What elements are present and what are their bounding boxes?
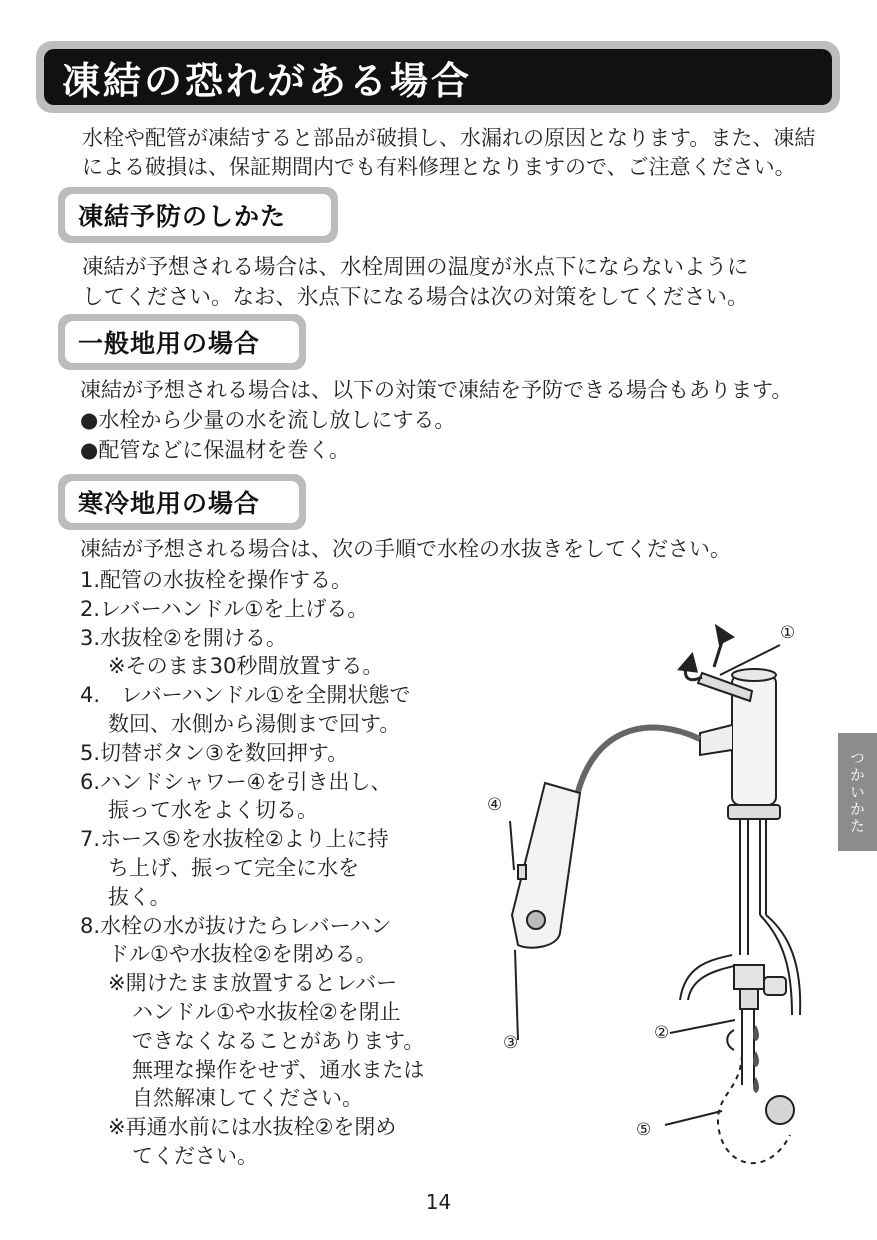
general-paragraph: [80, 375, 792, 465]
step-item: 1. 配管の水抜栓を操作する。: [80, 568, 353, 592]
caution-note-line: ハンドル①や水抜栓②を閉止: [132, 999, 401, 1024]
flex-hose: [575, 728, 700, 805]
page-title: 凍結の恐れがある場合: [62, 58, 473, 103]
step-item: 5. 切替ボタン③を数回押す。: [80, 740, 349, 765]
caution-note-line: 自然解凍してください。: [132, 1086, 363, 1111]
label-hand-shower: ④: [487, 795, 503, 815]
section-title: 凍結予防のしかた: [78, 202, 287, 231]
intro-paragraph: [82, 124, 815, 182]
step-continuation: 抜く。: [108, 884, 171, 909]
label-drain-valve: ②: [654, 1023, 670, 1043]
faucet-illustration: [470, 615, 830, 1185]
prevention-line: 凍結が予想される場合は、水栓周囲の温度が氷点下にならないように: [82, 255, 749, 280]
switch-button: [527, 911, 545, 929]
step-continuation: ※そのまま30秒間放置する。: [108, 654, 384, 679]
intro-line: による破損は、保証期間内でも有料修理となりますので、ご注意ください。: [82, 155, 796, 179]
page-number: 14: [425, 1190, 452, 1214]
step-continuation: ドル①や水抜栓②を閉める。: [108, 942, 377, 967]
cold-intro-line: 凍結が予想される場合は、次の手順で水栓の水抜きをしてください。: [80, 537, 731, 561]
step-continuation: ち上げ、振って完全に水を: [108, 855, 360, 880]
general-bullet: ●配管などに保温材を巻く。: [80, 438, 350, 462]
cold-intro: [80, 535, 731, 564]
step-continuation: 数回、水側から湯側まで回す。: [108, 711, 401, 736]
main-header-frame: [36, 41, 840, 113]
section-title: 一般地用の場合: [78, 329, 261, 358]
main-header: [44, 49, 832, 105]
prevention-line: してください。なお、氷点下になる場合は次の対策をしてください。: [82, 285, 749, 310]
general-line: 凍結が予想される場合は、以下の対策で凍結を予防できる場合もあります。: [80, 378, 793, 402]
section-header-prevention: [58, 187, 338, 243]
intro-line: 水栓や配管が凍結すると部品が破損し、水漏れの原因となります。また、凍結: [82, 126, 816, 150]
step-item: 2. レバーハンドル①を上げる。: [80, 596, 369, 621]
step-item: 3. 水抜栓②を開ける。: [80, 625, 287, 650]
section-title: 寒冷地用の場合: [78, 489, 261, 518]
section-header-cold: [58, 474, 306, 530]
caution-note-line: てください。: [132, 1143, 258, 1168]
step-item: 7. ホース⑤を水抜栓②より上に持: [80, 827, 389, 852]
hose-outlet: [700, 725, 732, 755]
steps-list: [80, 566, 480, 1171]
step-continuation: 振って水をよく切る。: [108, 798, 318, 823]
step-item: 6. ハンドシャワー④を引き出し、: [80, 769, 392, 794]
caution-note: ※再通水前には水抜栓②を閉め: [108, 1115, 397, 1140]
section-header-general: [58, 314, 306, 370]
drain-valve: [734, 965, 764, 989]
label-lever: ①: [780, 623, 796, 643]
side-tab-usage[interactable]: つかいかた: [838, 733, 877, 851]
step-item: 8. 水栓の水が抜けたらレバーハン: [80, 913, 392, 938]
general-bullet: ●水栓から少量の水を流し放しにする。: [80, 408, 456, 432]
caution-note-line: 無理な操作をせず、通水または: [132, 1057, 425, 1082]
step-item: 4. レバーハンドル①を全開状態で: [80, 683, 411, 708]
prevention-paragraph: [82, 253, 749, 313]
hose-nut: [766, 1096, 794, 1124]
valve-rotate-icon: [727, 1030, 734, 1050]
caution-note-line: できなくなることがあります。: [132, 1028, 425, 1053]
caution-note: ※開けたまま放置するとレバー: [108, 971, 398, 996]
label-hose: ⑤: [636, 1120, 652, 1140]
faucet-drawing: [470, 615, 830, 1185]
label-switch-button: ③: [503, 1033, 519, 1053]
